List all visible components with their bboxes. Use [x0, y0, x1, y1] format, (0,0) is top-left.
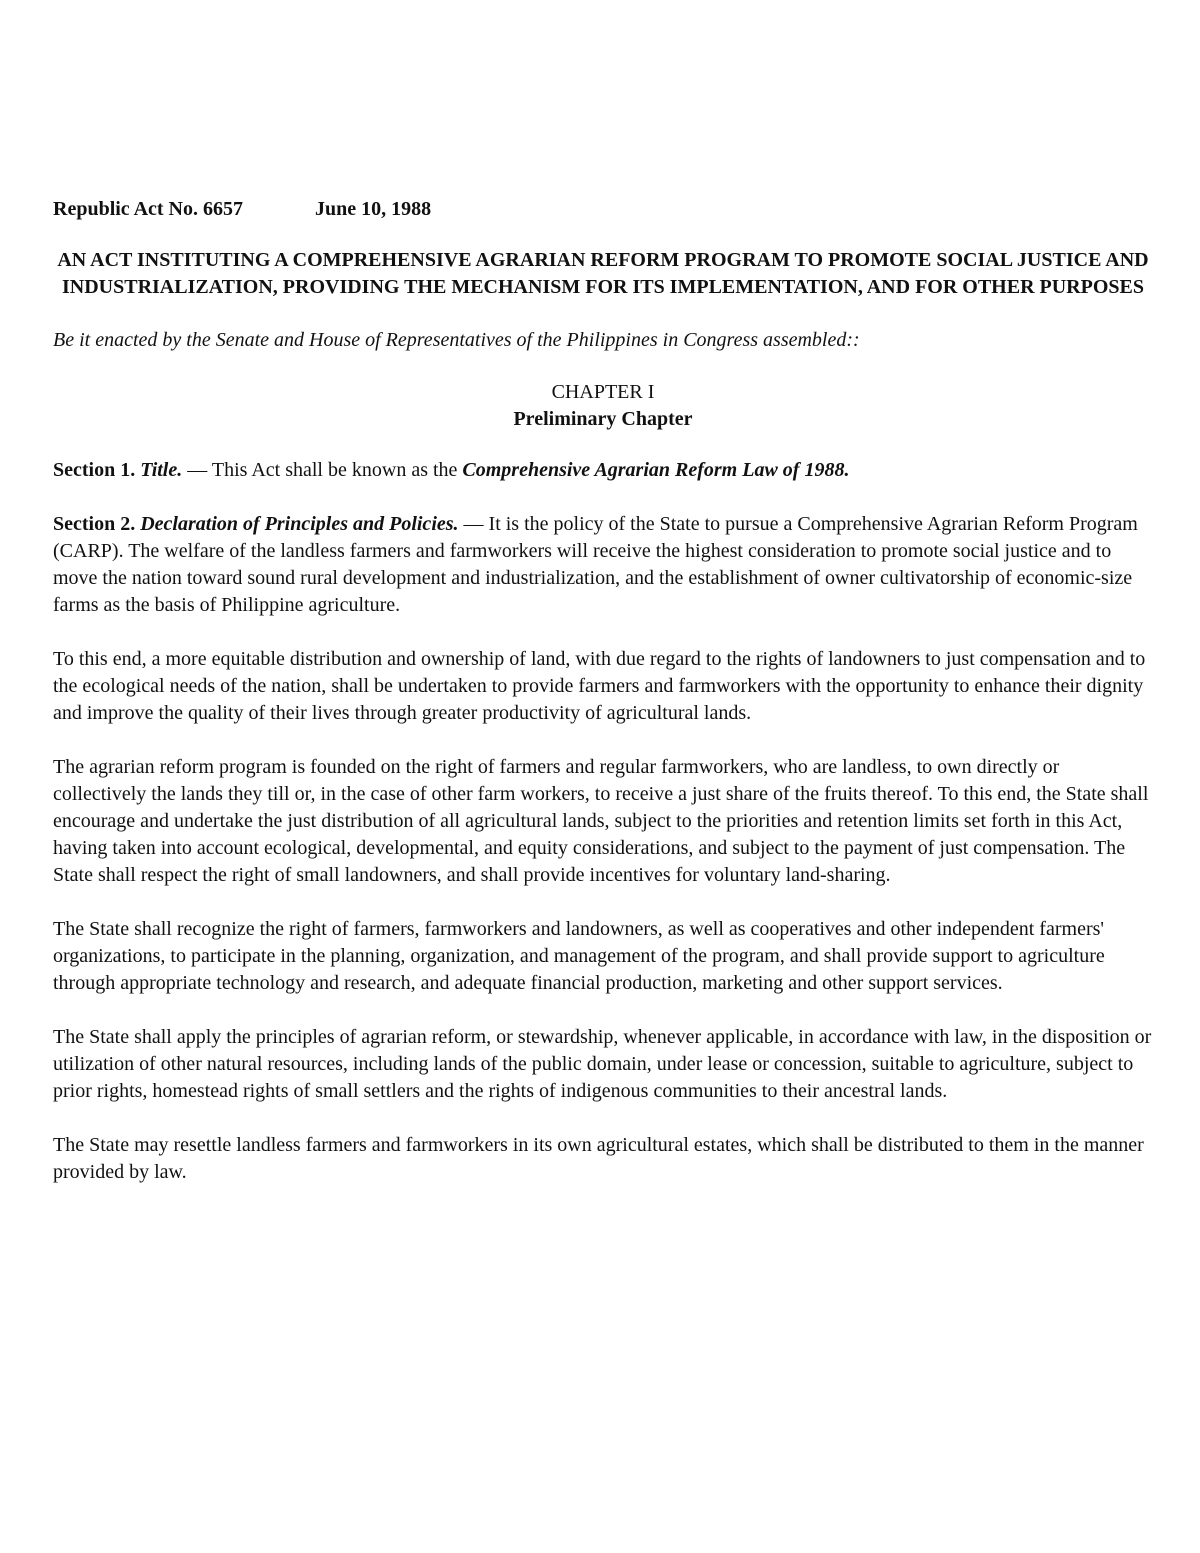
- act-date: June 10, 1988: [315, 198, 432, 220]
- section-2: [53, 511, 1153, 619]
- chapter-number: CHAPTER I: [551, 381, 655, 403]
- paragraph: The State shall apply the principles of agrarian reform, or stewardship, whenever applicable, in accordance with law, in the disposition or utilization of other natural resources, including lands of the public domain, under lease or concession, suitable to agriculture, subject to prior rights, homestead rights of small settlers and the rights of indigenous communities to their ancestral lands.: [53, 1026, 1152, 1102]
- paragraph: The State may resettle landless farmers and farmworkers in its own agricultural estates, which shall be distributed to them in the manner provided by law.: [53, 1134, 1144, 1183]
- paragraph: The State shall recognize the right of farmers, farmworkers and landowners, as well as cooperatives and other independent farmers' organizations, to participate in the planning, organization, and management of the program, and shall provide support to agriculture through appropriate technology and research, and adequate financial production, marketing and other support services.: [53, 918, 1105, 994]
- law-name: Comprehensive Agrarian Reform Law of 1988.: [462, 459, 850, 481]
- chapter-name: Preliminary Chapter: [513, 408, 693, 430]
- act-header: [53, 196, 1153, 223]
- section-label: Section 1.: [53, 459, 136, 481]
- section-heading: Declaration of Principles and Policies.: [140, 513, 459, 535]
- act-number: Republic Act No. 6657: [53, 198, 243, 220]
- document-page: [53, 196, 1153, 1213]
- section-heading: Title.: [140, 459, 183, 481]
- act-title: AN ACT INSTITUTING A COMPREHENSIVE AGRARIAN REFORM PROGRAM TO PROMOTE SOCIAL JUSTICE AND INDUSTRIALIZATION, PROVIDING THE MECHANISM FOR ITS IMPLEMENTATION, AND FOR OTHER PURPOSES: [57, 249, 1149, 298]
- section-text: — This Act shall be known as the: [182, 459, 463, 481]
- section-1: [53, 457, 1153, 484]
- section-label: Section 2.: [53, 513, 136, 535]
- paragraph: The agrarian reform program is founded on the right of farmers and regular farmworkers, who are landless, to own directly or collectively the lands they till or, in the case of other farm workers, to receive a just share of the fruits thereof. To this end, the State shall encourage and undertake the just distribution of all agricultural lands, subject to the priorities and retention limits set forth in this Act, having taken into account ecological, developmental, and equity considerations, and subject to the payment of just compensation. The State shall respect the right of small landowners, and shall provide incentives for voluntary land-sharing.: [53, 756, 1149, 886]
- enacting-clause: Be it enacted by the Senate and House of Representatives of the Philippines in Congress assembled::: [53, 329, 860, 351]
- paragraph: To this end, a more equitable distribution and ownership of land, with due regard to the rights of landowners to just compensation and to the ecological needs of the nation, shall be undertaken to provide farmers and farmworkers with the opportunity to enhance their dignity and improve the quality of their lives through greater productivity of agricultural lands.: [53, 648, 1146, 724]
- chapter-heading: [53, 379, 1153, 433]
- section-text: — It is the policy of the State to pursue a Comprehensive Agrarian Reform Program (CARP). The welfare of the landless farmers and farmworkers will receive the highest consideration to promote social justice and to move the nation toward sound rural development and industrialization, and the establishment of owner cultivatorship of economic-size farms as the basis of Philippine agriculture.: [53, 513, 1138, 616]
